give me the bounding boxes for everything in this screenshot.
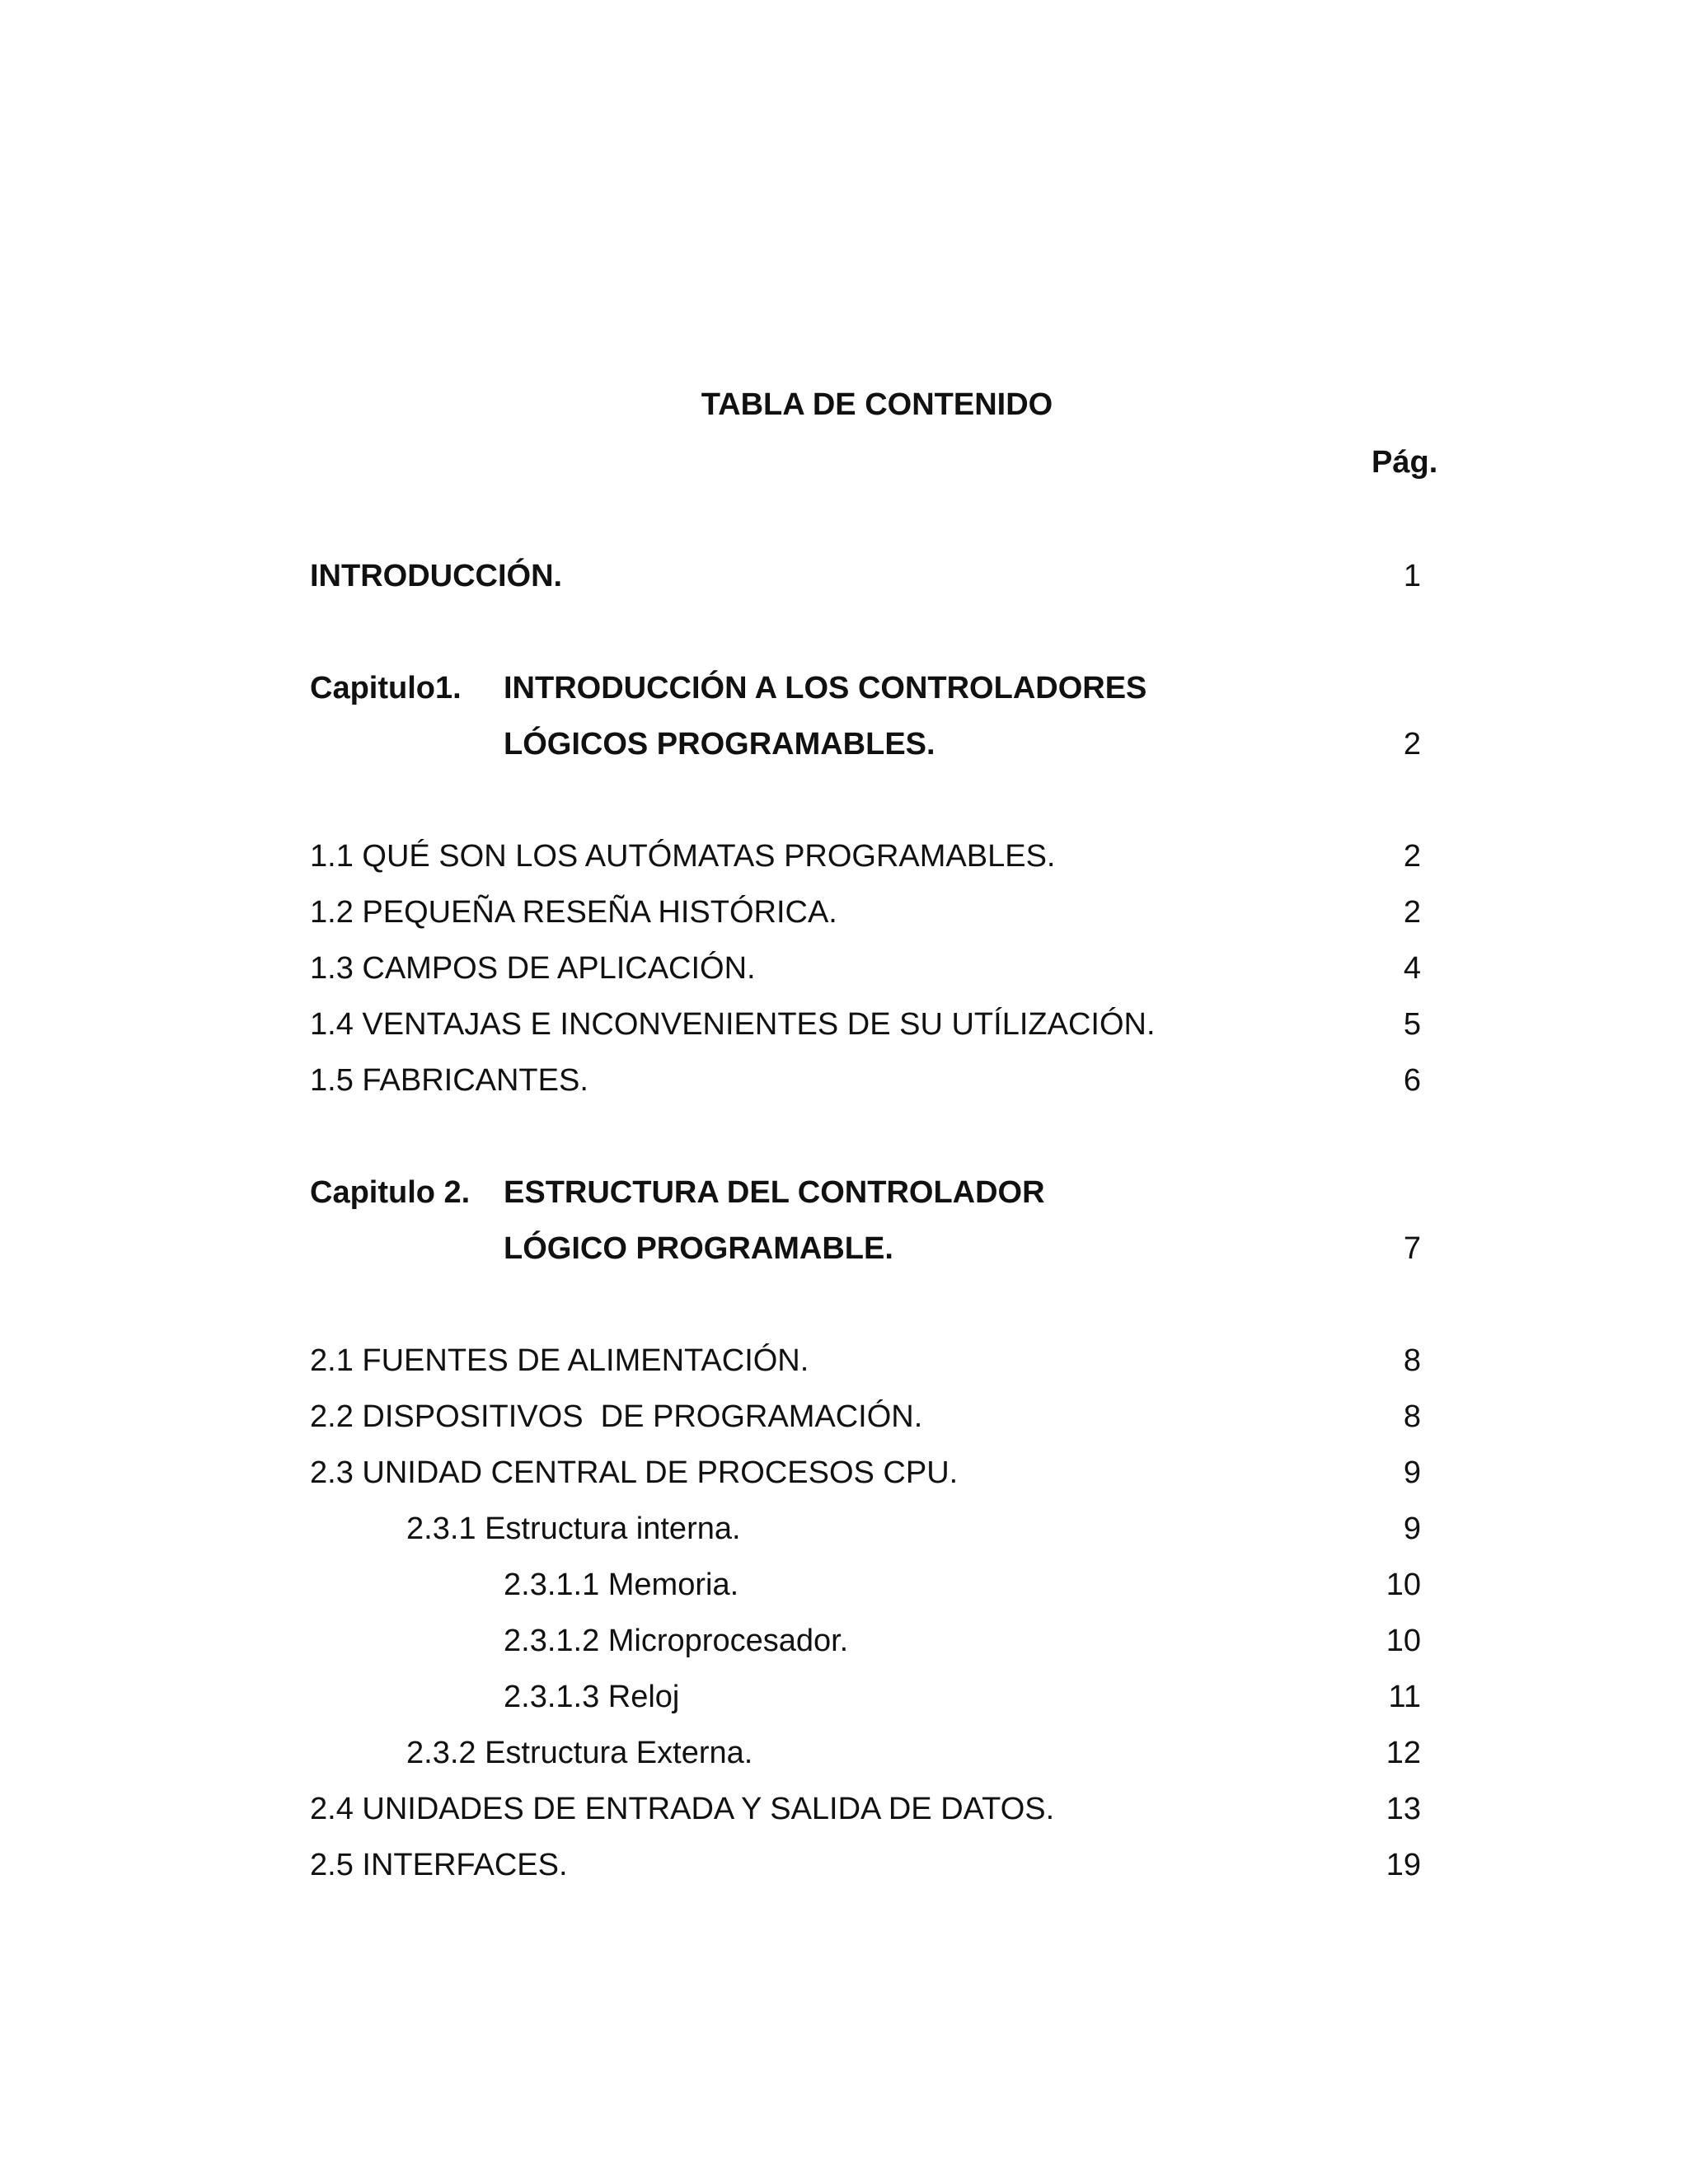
toc-page-number: 11 — [1388, 1680, 1421, 1714]
toc-entry: 1.5 FABRICANTES. — [310, 1063, 588, 1098]
toc-page-number: 8 — [1403, 1399, 1421, 1434]
toc-page-number: 10 — [1386, 1568, 1421, 1602]
toc-entry: 1.2 PEQUEÑA RESEÑA HISTÓRICA. — [310, 895, 837, 930]
toc-page-number: 5 — [1403, 1007, 1421, 1042]
toc-entry-introduction: INTRODUCCIÓN. — [310, 559, 563, 593]
toc-entry: 2.1 FUENTES DE ALIMENTACIÓN. — [310, 1343, 809, 1378]
page-column-header: Pág. — [1372, 445, 1438, 480]
chapter-1-title-line-1: INTRODUCCIÓN A LOS CONTROLADORES — [504, 671, 1147, 705]
toc-title: TABLA DE CONTENIDO — [701, 387, 1053, 422]
toc-page-number: 9 — [1403, 1511, 1421, 1546]
toc-subsubentry: 2.3.1.2 Microprocesador. — [504, 1624, 849, 1658]
toc-subsubentry: 2.3.1.3 Reloj — [504, 1680, 680, 1714]
toc-entry: 2.4 UNIDADES DE ENTRADA Y SALIDA DE DATOS. — [310, 1792, 1055, 1826]
toc-entry: 1.4 VENTAJAS E INCONVENIENTES DE SU UTÍLIZACIÓN. — [310, 1007, 1156, 1042]
chapter-1-title-line-2: LÓGICOS PROGRAMABLES. — [504, 727, 935, 762]
toc-page-number: 19 — [1386, 1848, 1421, 1882]
toc-page-number: 8 — [1403, 1343, 1421, 1378]
toc-page-number: 9 — [1403, 1455, 1421, 1490]
toc-entry: 2.5 INTERFACES. — [310, 1848, 568, 1882]
toc-page-number: 10 — [1386, 1624, 1421, 1658]
toc-entry: 1.3 CAMPOS DE APLICACIÓN. — [310, 951, 756, 986]
toc-subsubentry: 2.3.1.1 Memoria. — [504, 1568, 739, 1602]
toc-page-number: 2 — [1403, 727, 1421, 762]
toc-subentry: 2.3.1 Estructura interna. — [406, 1511, 741, 1546]
toc-entry: 2.2 DISPOSITIVOS DE PROGRAMACIÓN. — [310, 1399, 923, 1434]
toc-page-number: 13 — [1386, 1792, 1421, 1826]
toc-subentry: 2.3.2 Estructura Externa. — [406, 1736, 753, 1770]
chapter-2-title-line-1: ESTRUCTURA DEL CONTROLADOR — [504, 1175, 1045, 1210]
toc-page-number: 7 — [1403, 1231, 1421, 1266]
chapter-2-label: Capitulo 2. — [310, 1175, 471, 1210]
toc-page-number: 2 — [1403, 895, 1421, 930]
toc-page-number: 6 — [1403, 1063, 1421, 1098]
toc-page-number: 4 — [1403, 951, 1421, 986]
chapter-1-label: Capitulo1. — [310, 671, 462, 705]
toc-page-number: 2 — [1403, 839, 1421, 874]
toc-entry: 1.1 QUÉ SON LOS AUTÓMATAS PROGRAMABLES. — [310, 839, 1056, 874]
toc-entry: 2.3 UNIDAD CENTRAL DE PROCESOS CPU. — [310, 1455, 959, 1490]
toc-page-number: 1 — [1403, 559, 1421, 593]
toc-page-number: 12 — [1386, 1736, 1421, 1770]
chapter-2-title-line-2: LÓGICO PROGRAMABLE. — [504, 1231, 893, 1266]
